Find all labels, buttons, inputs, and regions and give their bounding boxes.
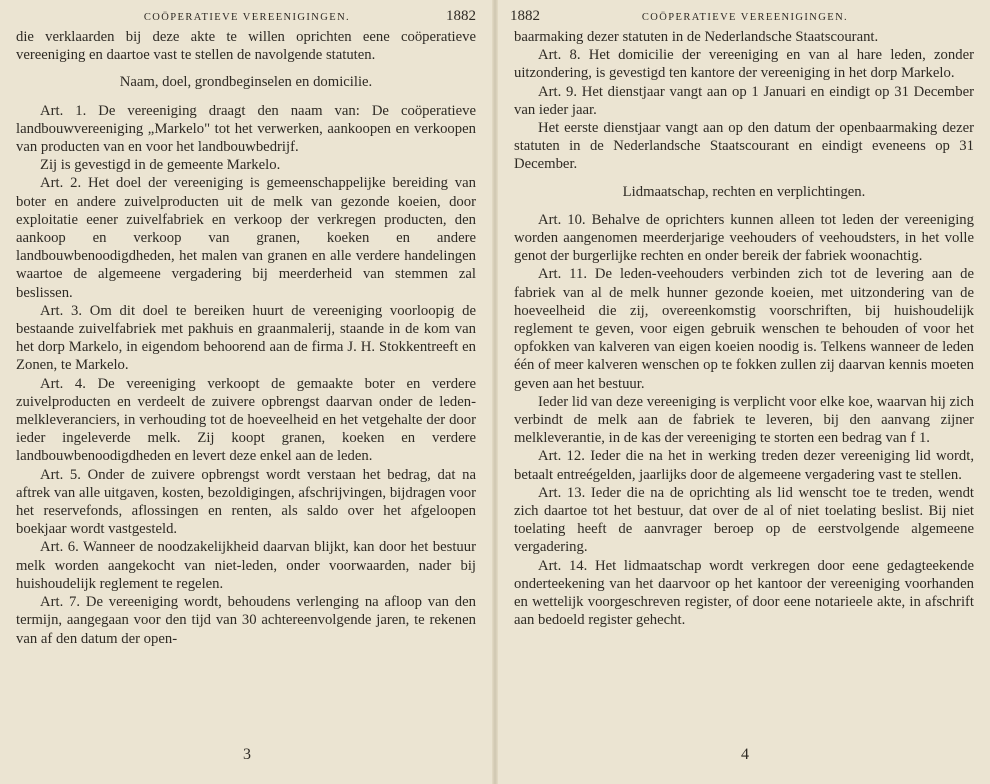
article-11: Art. 11. De leden-veehouders verbinden zich tot de levering aan de fabriek van al de melk hunner gezonde koeien, met uitzondering van de hoeveelheid die zij, overeenkomstig voorschriften, bij huishoudelijk reglement te geven, voor eigen gebruik wenschen te behouden of voor het opfokken van kalveren van eigen koeien noodig is. Telkens wanneer de leden één of meer kalveren wenschen op te fokken zullen zij daarvan kennis moeten geven aan het bestuur. [514,266,974,392]
article-6: Art. 6. Wanneer de noodzakelijkheid daarvan blijkt, kan door het bestuur melk worden aangekocht van niet-leden, onder voorwaarden, nader bij huishoudelijk reglement te regelen. [16,539,476,592]
section-heading: Naam, doel, grondbeginselen en domicilie. [119,74,373,91]
paragraph-continuation: baarmaking dezer statuten in de Nederlandsche Staatscourant. [514,29,879,45]
running-title: COÖPERATIEVE VEREENIGINGEN. [143,12,351,23]
page-number: 4 [741,746,749,763]
article-5: Art. 5. Onder de zuivere opbrengst wordt verstaan het bedrag, dat na aftrek van alle uitgaven, kosten, bezoldigingen, afschrijvingen, bijdragen voor het reservefonds, aflossingen en renten, als saldo over het afgeloopen boekjaar wordt vastgesteld. [16,466,476,538]
section-heading: Lidmaatschap, rechten en verplichtingen. [622,183,866,200]
header-year: 1882 [510,8,540,24]
paragraph-intro: die verklaarden bij deze akte te willen oprichten eene coöperatieve vereeniging en daartoe vast te stellen de navolgende statuten. [16,29,476,64]
article-4: Art. 4. De vereeniging verkoopt de gemaakte boter en verdere zuivelproducten en verdeelt de zuivere opbrengst daarvan onder de leden-melkleveranciers, in verhouding tot de hoeveelheid en het vetgehalte der door ieder ingeleverde melk. Zij koopt granen, koeken en verdere landbouwbenoodigdheden en levert deze enkel aan de leden. [16,375,476,465]
left-page [8,0,486,784]
page-number: 3 [243,746,251,763]
article-7: Art. 7. De vereeniging wordt, behoudens verlenging na afloop van den termijn, aangegaan voor den tijd van 30 achtereenvolgende jaren, te rekenen van af den datum der open- [16,594,476,647]
running-title: COÖPERATIEVE VEREENIGINGEN. [641,12,849,23]
article-1-continuation: Zij is gevestigd in de gemeente Markelo. [40,157,281,174]
article-3: Art. 3. Om dit doel te bereiken huurt de vereeniging voorloopig de bestaande zuivelfabriek met pakhuis en graanmalerij, staande in de kom van het dorp Markelo, in eigendom behoorend aan de firma J. H. Stokkentreeft en Zonen, te Markelo. [16,302,476,374]
article-13: Art. 13. Ieder die na de oprichting als lid wenscht toe te treden, wendt zich daartoe tot het bestuur, dat over de al of niet toelating beslist. Bij niet toelating heeft de aanvrager beroep op de eerstvolgende algemeene vergadering. [514,484,974,556]
article-14: Art. 14. Het lidmaatschap wordt verkregen door eene gedagteekende onderteekening van het daarvoor op het kantoor der vereeniging voorhanden en wettelijk voorgeschreven register, of door eene notarieele akte, in afschrift aan bedoeld register gehecht. [514,557,974,629]
page-header [8,0,486,26]
right-page [506,0,984,784]
page-text [514,28,974,630]
article-1: Art. 1. De vereeniging draagt den naam van: De coöperatieve landbouwvereeniging „Markelo" tot het verwerken, aankoopen en verkoopen van producten van en voor het landbouwbedrijf. [16,102,476,156]
article-12: Art. 12. Ieder die na het in werking treden dezer vereeniging lid wordt, betaalt entreégelden, jaarlijks door de algemeene vergadering vast te stellen. [514,448,974,483]
book-gutter [492,0,498,784]
header-year: 1882 [446,8,476,24]
article-9: Art. 9. Het dienstjaar vangt aan op 1 Januari en eindigt op 31 December van ieder jaar. [514,83,974,118]
article-11-continuation: Ieder lid van deze vereeniging is verplicht voor elke koe, waarvan hij zich verbindt de melk aan de fabriek te leveren, bij den aanvang zijner melkleverantie, in de kas der vereeniging te storten een bedrag van f 1. [514,393,974,447]
article-9-continuation: Het eerste dienstjaar vangt aan op den datum der openbaarmaking dezer statuten in de Nederlandsche Staatscourant en eindigt eveneens op 31 December. [514,120,974,173]
page-header [506,0,984,26]
page-text [16,28,476,648]
article-8: Art. 8. Het domicilie der vereeniging en van al hare leden, zonder uitzondering, is gevestigd ten kantore der vereeniging in het dorp Markelo. [514,47,974,82]
article-2: Art. 2. Het doel der vereeniging is gemeenschappelijke bereiding van boter en andere zuivelproducten uit de melk van gezonde koeien, door exploitatie eener zuivelfabriek en verkoop der verkregen producten, den aankoop en verkoop van granen, koeken en andere landbouwbenoodigdheden, het malen van granen en alle verdere handelingen waartoe de algemeene vergadering bij meerderheid van stemmen zal beslissen. [16,175,476,301]
article-10: Art. 10. Behalve de oprichters kunnen alleen tot leden der vereeniging worden aangenomen meerderjarige veehouders of veehoudsters, in het volle genot der burgerlijke rechten en onder bereik der fabriek woonachtig. [514,211,974,265]
